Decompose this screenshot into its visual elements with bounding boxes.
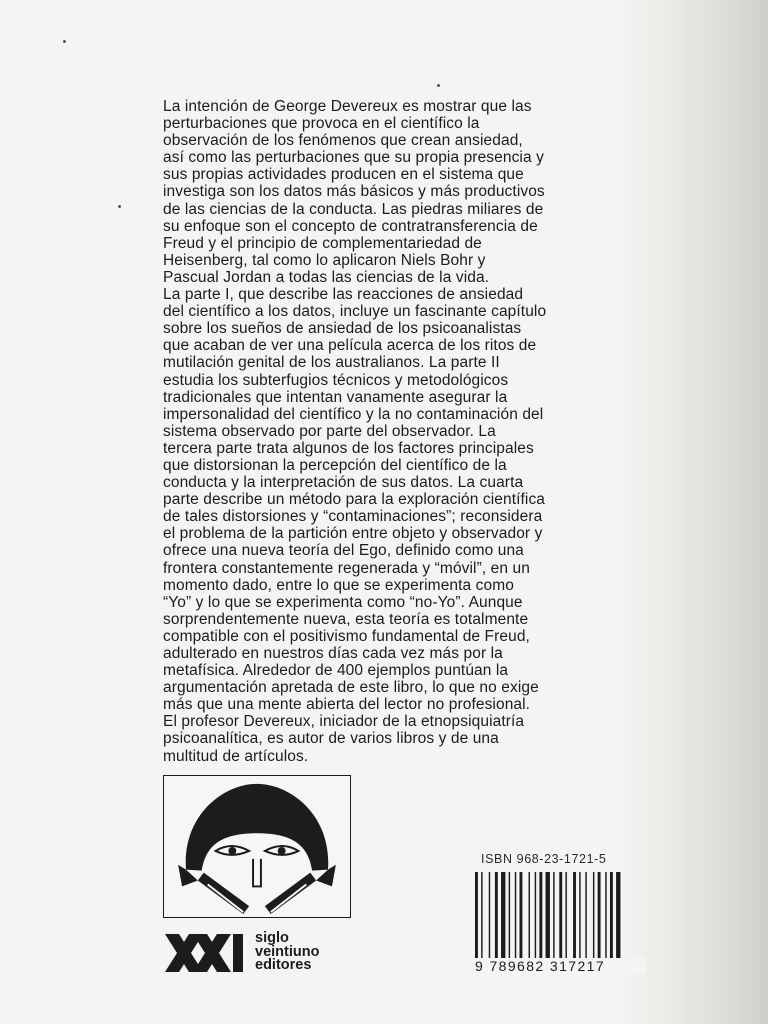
barcode-bar [559, 872, 562, 962]
barcode-bar [475, 872, 478, 962]
barcode-bar [553, 872, 554, 962]
page-edge-shadow [618, 0, 768, 1024]
barcode-bar [520, 872, 523, 962]
blurb-paragraph-3: El profesor Devereux, iniciador de la etnopsiquiatría psicoanalítica, es autor de varios libros y de una multitud de artículos. [163, 713, 525, 765]
barcode-bar [515, 872, 516, 962]
barcode-bar [535, 872, 536, 962]
blurb-paragraph-2: La parte I, que describe las reacciones de ansiedad del científico a los datos, incluye un fascinante capítulo sobre los sueños de ansiedad de los psicoanalistas que acaban de ver una película acerca de los ritos de mutilación genital de los australianos. La parte II estudia los subterfugios técnicos y metodológicos tradicionales que intentan vanamente asegurar la impersonalidad del científico y la no contaminación del sistema observado por parte del observador. La tercera parte trata algunos de los factores principales que distorsionan la percepción del científico de la conducta y la interpretación de sus datos. La cuarta parte describe un método para la exploración científica de tales distorsiones y “contaminaciones”; reconsidera el problema de la partición entre objeto y observador y ofrece una nueva teoría del Ego, definido como una frontera constantemente regenerada y “móvil”, en un momento dado, entre lo que se experimenta como “Yo” y lo que se experimenta como “no-Yo”. Aunque sorprendentemente nueva, esta teoría es totalmente compatible con el positivismo fundamental de Freud, adulterado en nuestros días cada vez más por la metafísica. Alrededor de 400 ejemplos puntúan la argumentación apretada de este libro, lo que no exige más que una mente abierta del lector no profesional. [163, 286, 547, 714]
back-cover-blurb [163, 98, 633, 765]
siglo-xxi-logo-icon [163, 928, 245, 978]
barcode-icon [473, 872, 638, 962]
blurb-paragraph-1: La intención de George Devereux es mostrar que las perturbaciones que provoca en el científico la observación de los fenómenos que crean ansiedad, así como las perturbaciones que su propia presencia y sus propias actividades producen en el sistema que investiga son los datos más básicos y más productivos de las ciencias de la conducta. Las piedras miliares de su enfoque son el concepto de contratransferencia de Freud y el principio de complementariedad de Heisenberg, tal como lo aplicaron Niels Bohr y Pascual Jordan a todas las ciencias de la vida. [163, 98, 545, 286]
barcode-bar [616, 872, 620, 962]
barcode-bar [573, 872, 576, 962]
barcode-bar [565, 872, 566, 962]
barcode-bar [495, 872, 498, 962]
barcode-bar [605, 872, 606, 962]
barcode-digits: 9 789682 317217 [473, 958, 645, 974]
scan-speck [437, 84, 440, 87]
barcode-bar [610, 872, 613, 962]
scan-speck [63, 40, 66, 43]
barcode-bar [539, 872, 542, 962]
barcode-bar [489, 872, 490, 962]
barcode-bar [593, 872, 594, 962]
barcode-bar [509, 872, 510, 962]
stylized-mask-face-icon [164, 776, 350, 917]
barcode-bar [585, 872, 586, 962]
scan-speck [118, 205, 121, 208]
mask-illustration [163, 775, 351, 918]
isbn-label: ISBN 968-23-1721-5 [481, 852, 607, 866]
publisher-line: siglo [255, 930, 289, 946]
barcode-bar [598, 872, 601, 962]
barcode-bar [546, 872, 550, 962]
barcode-bar [481, 872, 482, 962]
barcode-bar [501, 872, 505, 962]
publisher-line: veintiuno [255, 943, 320, 960]
barcode-bar [529, 872, 530, 962]
publisher-name [255, 932, 319, 973]
barcode-bar [579, 872, 580, 962]
publisher-line: editores [255, 957, 312, 973]
